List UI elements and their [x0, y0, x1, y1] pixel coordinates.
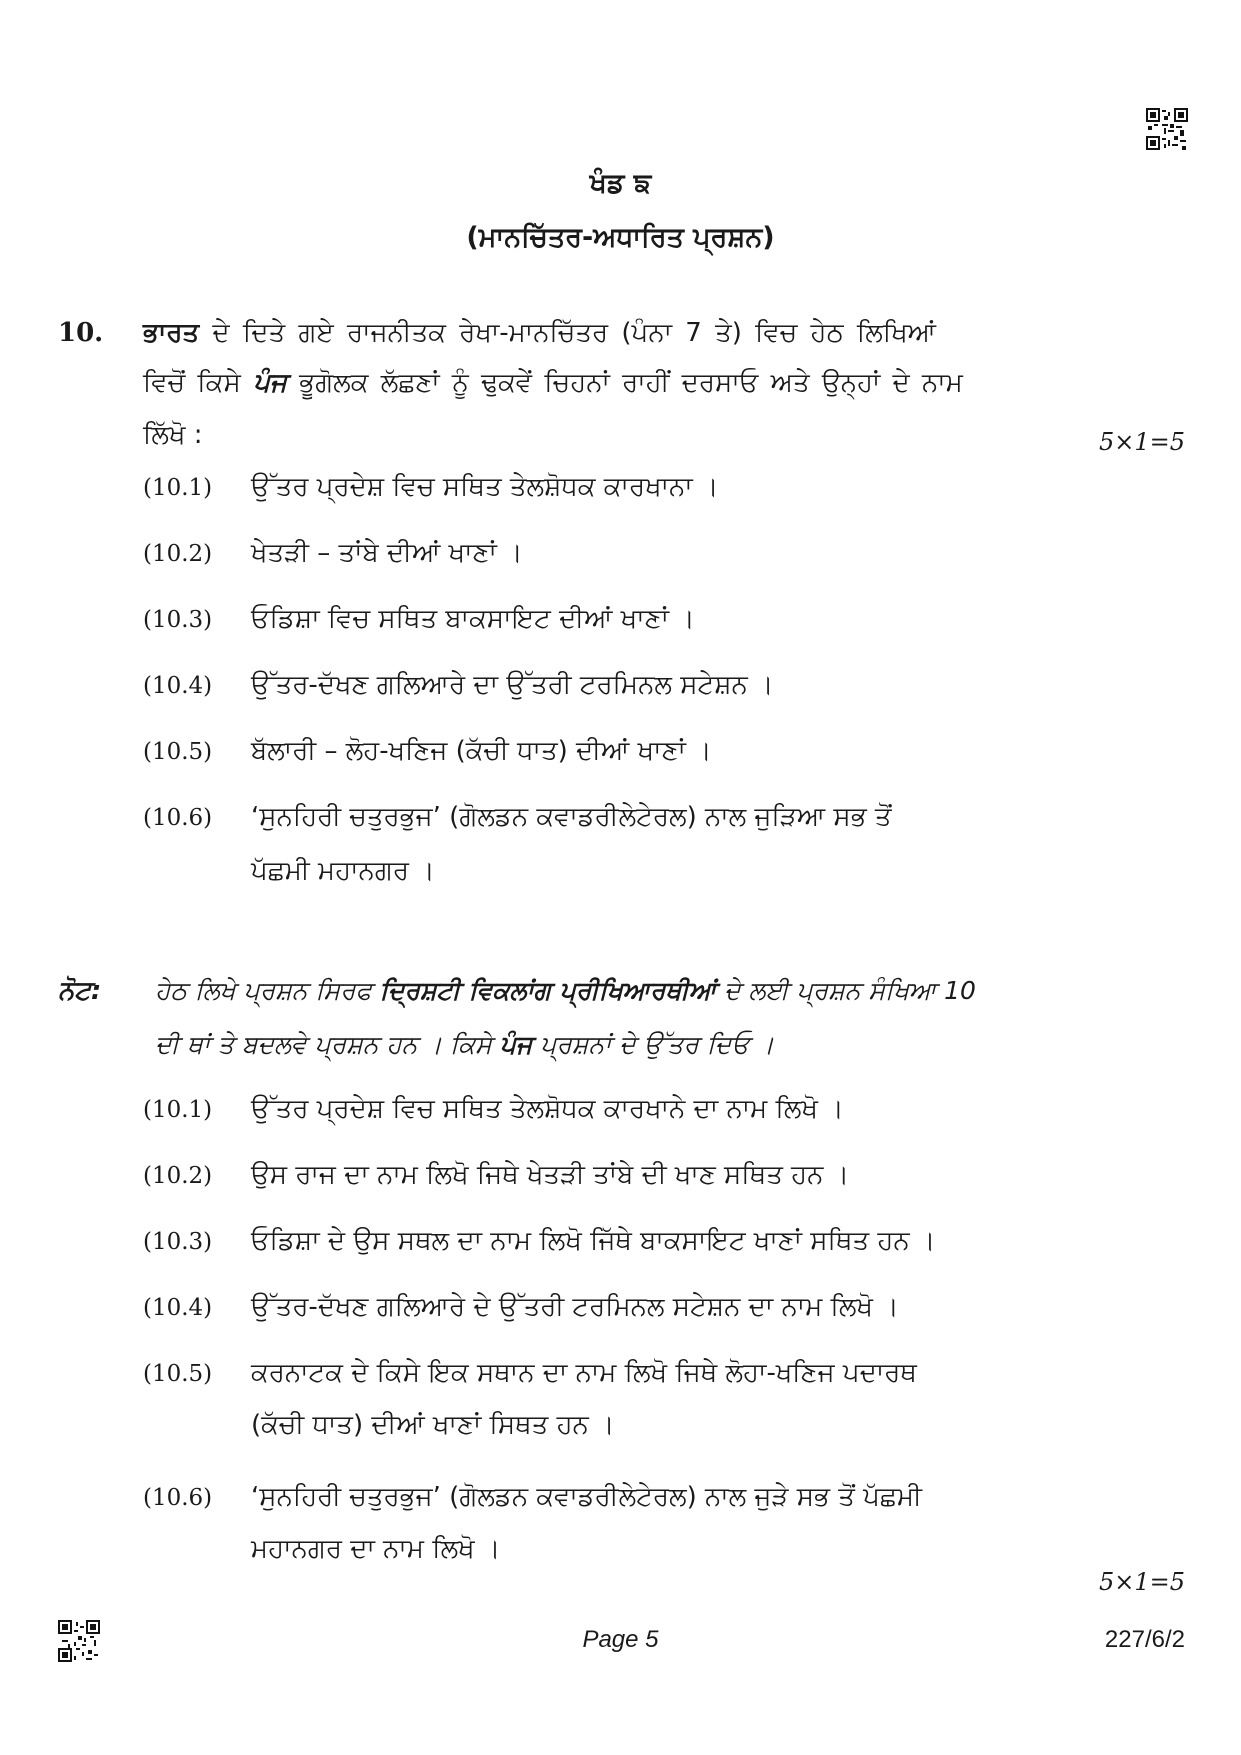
item-text: ਕਰਨਾਟਕ ਦੇ ਕਿਸੇ ਇਕ ਸਥਾਨ ਦਾ ਨਾਮ ਲਿਖੋ ਜਿਥੇ ਲੋਹਾ-ਖਣਿਜ ਪਦਾਰਥ	[251, 1358, 917, 1388]
marks-label: 5×1=5	[1098, 428, 1185, 456]
note-text: ਦੀ ਥਾਂ ਤੇ ਬਦਲਵੇ ਪ੍ਰਸ਼ਨ ਹਨ । ਕਿਸੇ	[155, 1030, 500, 1059]
item-text: ‘ਸੁਨਹਿਰੀ ਚਤੁਰਭੁਜ’ (ਗੋਲਡਨ ਕਵਾਡਰੀਲੇਟੇਰਲ) ਨਾਲ ਜੁੜਿਆ ਸਭ ਤੋਂ	[251, 802, 892, 832]
item-text: ਉੱਤਰ-ਦੱਖਣ ਗਲਿਆਰੇ ਦਾ ਉੱਤਰੀ ਟਰਮਿਨਲ ਸਟੇਸ਼ਨ ।	[251, 670, 774, 700]
question-line	[143, 368, 963, 399]
alt-list-item	[143, 1292, 899, 1323]
item-text: ਉੱਤਰ ਪ੍ਰਦੇਸ਼ ਵਿਚ ਸਥਿਤ ਤੇਲਸ਼ੋਧਕ ਕਾਰਖਾਨੇ ਦਾ ਨਾਮ ਲਿਖੋ ।	[251, 1094, 844, 1124]
section-title: ਖੰਡ ਙ	[589, 168, 652, 199]
section-subtitle: (ਮਾਨਚਿੱਤਰ-ਅਧਾਰਿਤ ਪ੍ਰਸ਼ਨ)	[466, 222, 775, 253]
item-number: (10.1)	[143, 475, 213, 501]
list-item	[143, 802, 892, 833]
alt-list-item	[143, 1226, 935, 1257]
emphasis-text: ਪੰਜ	[253, 368, 287, 398]
question-text: ਦੇ ਦਿਤੇ ਗਏ ਰਾਜਨੀਤਕ ਰੇਖਾ-ਮਾਨਚਿੱਤਰ (ਪੰਨਾ 7 ਤੇ) ਵਿਚ ਹੇਠ ਲਿਖਿਆਂ	[199, 318, 937, 348]
item-number: (10.4)	[143, 673, 213, 699]
question-text: ਭੂਗੋਲਕ ਲੱਛਣਾਂ ਨੂੰ ਢੁਕਵੇਂ ਚਿਹਨਾਂ ਰਾਹੀਂ ਦਰਸਾਓ ਅਤੇ ਉਨ੍ਹਾਂ ਦੇ ਨਾਮ	[286, 368, 963, 398]
question-line: ਲਿੱਖੋ :	[143, 420, 203, 450]
marks-label: 5×1=5	[1098, 1568, 1185, 1596]
note-label: ਨੋਟ:	[58, 976, 102, 1006]
alt-list-item	[143, 1160, 849, 1191]
qr-code-icon	[1146, 108, 1188, 150]
question-number: 10.	[58, 318, 104, 348]
list-item	[143, 670, 774, 701]
paper-code: 227/6/2	[1104, 1626, 1185, 1653]
item-number: (10.2)	[143, 541, 213, 567]
item-number: (10.6)	[143, 1485, 213, 1511]
item-text: ਓਡਿਸ਼ਾ ਵਿਚ ਸਥਿਤ ਬਾਕਸਾਇਟ ਦੀਆਂ ਖਾਣਾਂ ।	[251, 604, 695, 634]
item-text: ‘ਸੁਨਹਿਰੀ ਚਤੁਰਭੁਜ’ (ਗੋਲਡਨ ਕਵਾਡਰੀਲੇਟੇਰਲ) ਨਾਲ ਜੁੜੇ ਸਭ ਤੋਂ ਪੱਛਮੀ	[251, 1482, 922, 1512]
item-number: (10.3)	[143, 1229, 213, 1255]
note-text: ਪ੍ਰਸ਼ਨਾਂ ਦੇ ਉੱਤਰ ਦਿਓ ।	[532, 1030, 775, 1059]
item-number: (10.6)	[143, 805, 213, 831]
note-line	[155, 976, 976, 1006]
item-number: (10.4)	[143, 1295, 213, 1321]
item-text: ਉਸ ਰਾਜ ਦਾ ਨਾਮ ਲਿਖੋ ਜਿਥੇ ਖੇਤੜੀ ਤਾਂਬੇ ਦੀ ਖਾਣ ਸਥਿਤ ਹਨ ।	[251, 1160, 850, 1190]
note-text: ਹੇਠ ਲਿਖੇ ਪ੍ਰਸ਼ਨ ਸਿਰਫ	[155, 976, 380, 1005]
item-text: ਖੇਤੜੀ – ਤਾਂਬੇ ਦੀਆਂ ਖਾਣਾਂ ।	[251, 538, 523, 568]
question-line	[143, 318, 936, 349]
item-number: (10.2)	[143, 1163, 213, 1189]
alt-list-item	[143, 1094, 844, 1125]
item-number: (10.5)	[143, 1361, 213, 1387]
item-text: ਬੱਲਾਰੀ – ਲੋਹ-ਖਣਿਜ (ਕੱਚੀ ਧਾਤ) ਦੀਆਂ ਖਾਣਾਂ ।	[251, 736, 712, 766]
list-item	[143, 736, 712, 767]
list-item	[143, 604, 695, 635]
item-text: ਉੱਤਰ ਪ੍ਰਦੇਸ਼ ਵਿਚ ਸਥਿਤ ਤੇਲਸ਼ੋਧਕ ਕਾਰਖਾਨਾ ।	[251, 472, 719, 502]
item-continuation: ਪੱਛਮੀ ਮਹਾਨਗਰ ।	[251, 856, 435, 886]
item-number: (10.5)	[143, 739, 213, 765]
alt-list-item	[143, 1358, 917, 1389]
item-number: (10.3)	[143, 607, 213, 633]
item-text: ਉੱਤਰ-ਦੱਖਣ ਗਲਿਆਰੇ ਦੇ ਉੱਤਰੀ ਟਰਮਿਨਲ ਸਟੇਸ਼ਨ ਦਾ ਨਾਮ ਲਿਖੋ ।	[251, 1292, 899, 1322]
item-continuation: (ਕੱਚੀ ਧਾਤ) ਦੀਆਂ ਖਾਣਾਂ ਸਿਥਤ ਹਨ ।	[251, 1410, 615, 1440]
note-emphasis: ਪੰਜ	[499, 1030, 533, 1059]
list-item	[143, 538, 523, 569]
item-text: ਓਡਿਸ਼ਾ ਦੇ ਉਸ ਸਥਲ ਦਾ ਨਾਮ ਲਿਖੋ ਜਿੱਥੇ ਬਾਕਸਾਇਟ ਖਾਣਾਂ ਸਥਿਤ ਹਨ ।	[251, 1226, 936, 1256]
note-emphasis: ਦ੍ਰਿਸ਼ਟੀ ਵਿਕਲਾਂਗ ਪ੍ਰੀਖਿਆਰਥੀਆਂ	[379, 976, 717, 1005]
note-text: ਦੇ ਲਈ ਪ੍ਰਸ਼ਨ ਸੰਖਿਆ 10	[716, 976, 976, 1005]
list-item	[143, 472, 719, 503]
item-number: (10.1)	[143, 1097, 213, 1123]
country-name: ਭਾਰਤ	[143, 318, 200, 348]
item-continuation: ਮਹਾਨਗਰ ਦਾ ਨਾਮ ਲਿਖੋ ।	[251, 1534, 501, 1564]
alt-list-item	[143, 1482, 922, 1513]
question-text: ਵਿਚੋਂ ਕਿਸੇ	[143, 368, 254, 398]
page-number: Page 5	[582, 1626, 659, 1653]
note-line	[155, 1030, 774, 1060]
